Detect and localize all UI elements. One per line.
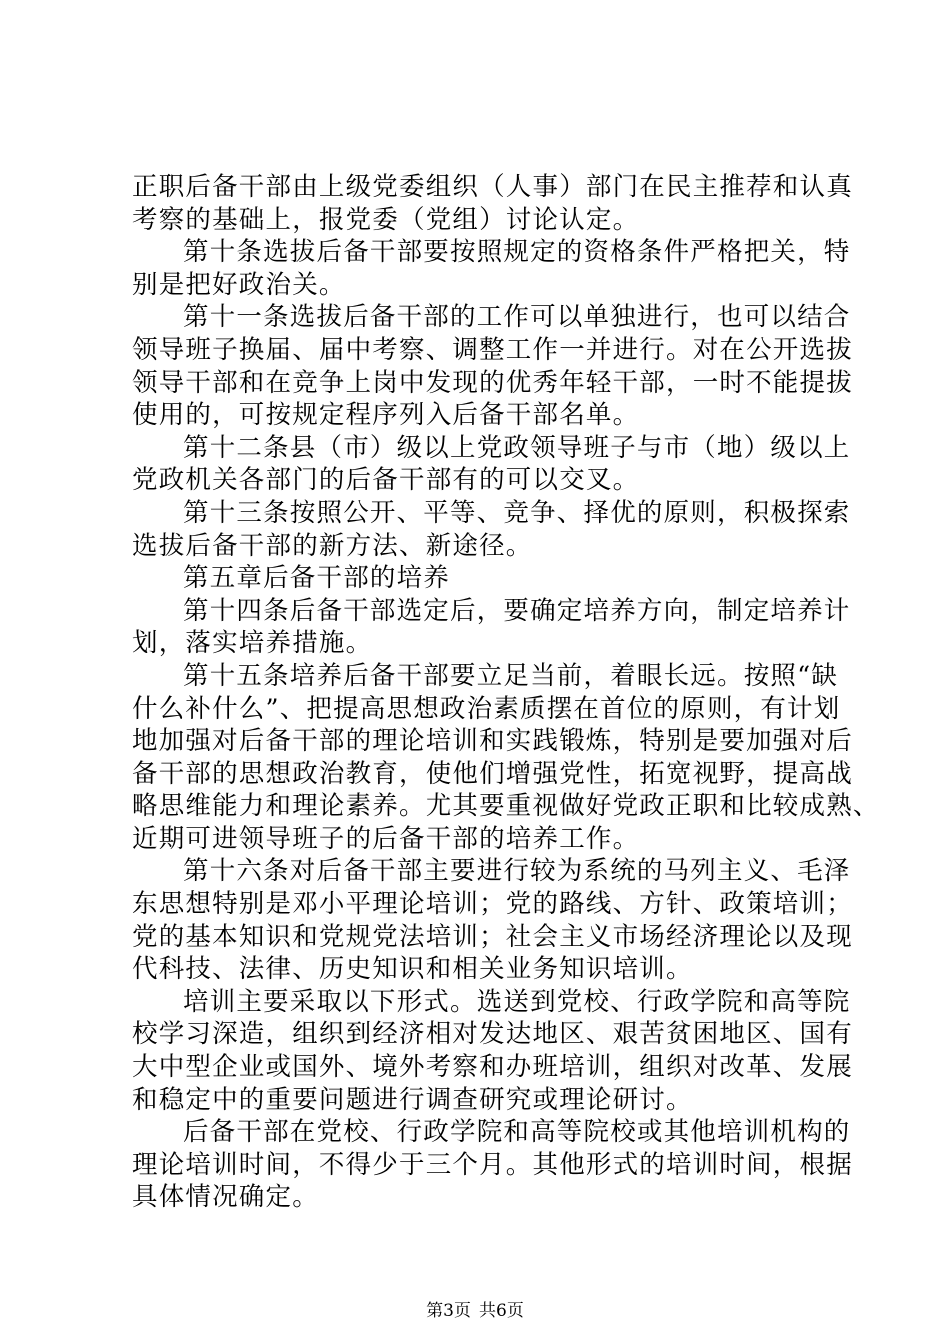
text-line: 第十二条县（市）级以上党政领导班子与市（地）级以上 xyxy=(183,432,851,463)
text-line: 什么补什么”、把提高思想政治素质摆在首位的原则，有计划 xyxy=(132,693,841,724)
text-line: 后备干部在党校、行政学院和高等院校或其他培训机构的 xyxy=(183,1117,851,1148)
text-line: 正职后备干部由上级党委组织（人事）部门在民主推荐和认真 xyxy=(132,172,853,202)
text-line: 地加强对后备干部的理论培训和实践锻炼，特别是要加强对后 xyxy=(132,726,853,757)
text-line: 第五章后备干部的培养 xyxy=(183,563,451,594)
text-line: 略思维能力和理论素养。尤其要重视做好党政正职和比较成熟、 xyxy=(132,791,880,822)
page-footer xyxy=(0,1300,950,1322)
text-line: 第十一条选拔后备干部的工作可以单独进行，也可以结合 xyxy=(183,302,851,333)
text-line: 领导班子换届、届中考察、调整工作一并进行。对在公开选拔 xyxy=(132,334,853,365)
text-line: 选拔后备干部的新方法、新途径。 xyxy=(132,530,533,561)
text-line: 第十条选拔后备干部要按照规定的资格条件严格把关，特 xyxy=(183,237,851,268)
text-line: 第十三条按照公开、平等、竞争、择优的原则，积极探索 xyxy=(183,497,851,528)
text-line: 考察的基础上，报党委（党组）讨论认定。 xyxy=(132,204,640,235)
text-line: 备干部的思想政治教育，使他们增强党性，拓宽视野，提高战 xyxy=(132,758,853,789)
text-line: 第十五条培养后备干部要立足当前，着眼长远。按照“缺 xyxy=(183,660,839,691)
text-line: 代科技、法律、历史知识和相关业务知识培训。 xyxy=(132,954,693,985)
text-line: 别是把好政治关。 xyxy=(132,269,346,300)
text-line: 和稳定中的重要问题进行调查研究或理论研讨。 xyxy=(132,1084,693,1115)
text-line: 领导干部和在竞争上岗中发现的优秀年轻干部，一时不能提拔 xyxy=(132,367,853,398)
text-line: 划，落实培养措施。 xyxy=(132,628,373,659)
text-line: 培训主要采取以下形式。选送到党校、行政学院和高等院 xyxy=(183,986,851,1017)
text-line: 党的基本知识和党规党法培训；社会主义市场经济理论以及现 xyxy=(132,921,853,952)
text-line: 校学习深造，组织到经济相对发达地区、艰苦贫困地区、国有 xyxy=(132,1019,853,1050)
page-number-total: 共6页 xyxy=(479,1301,524,1321)
text-line: 第十六条对后备干部主要进行较为系统的马列主义、毛泽 xyxy=(183,856,851,887)
text-line: 理论培训时间，不得少于三个月。其他形式的培训时间，根据 xyxy=(132,1149,853,1180)
text-line: 东思想特别是邓小平理论培训；党的路线、方针、政策培训； xyxy=(132,889,853,920)
text-line: 大中型企业或国外、境外考察和办班培训，组织对改革、发展 xyxy=(132,1052,853,1083)
document-body xyxy=(132,171,880,1214)
page-number-current: 第3页 xyxy=(426,1301,471,1321)
text-line: 近期可进领导班子的后备干部的培养工作。 xyxy=(132,823,640,854)
text-line: 具体情况确定。 xyxy=(132,1182,319,1213)
text-line: 第十四条后备干部选定后，要确定培养方向，制定培养计 xyxy=(183,595,851,626)
text-line: 党政机关各部门的后备干部有的可以交叉。 xyxy=(132,465,640,496)
text-line: 使用的，可按规定程序列入后备干部名单。 xyxy=(132,400,640,431)
